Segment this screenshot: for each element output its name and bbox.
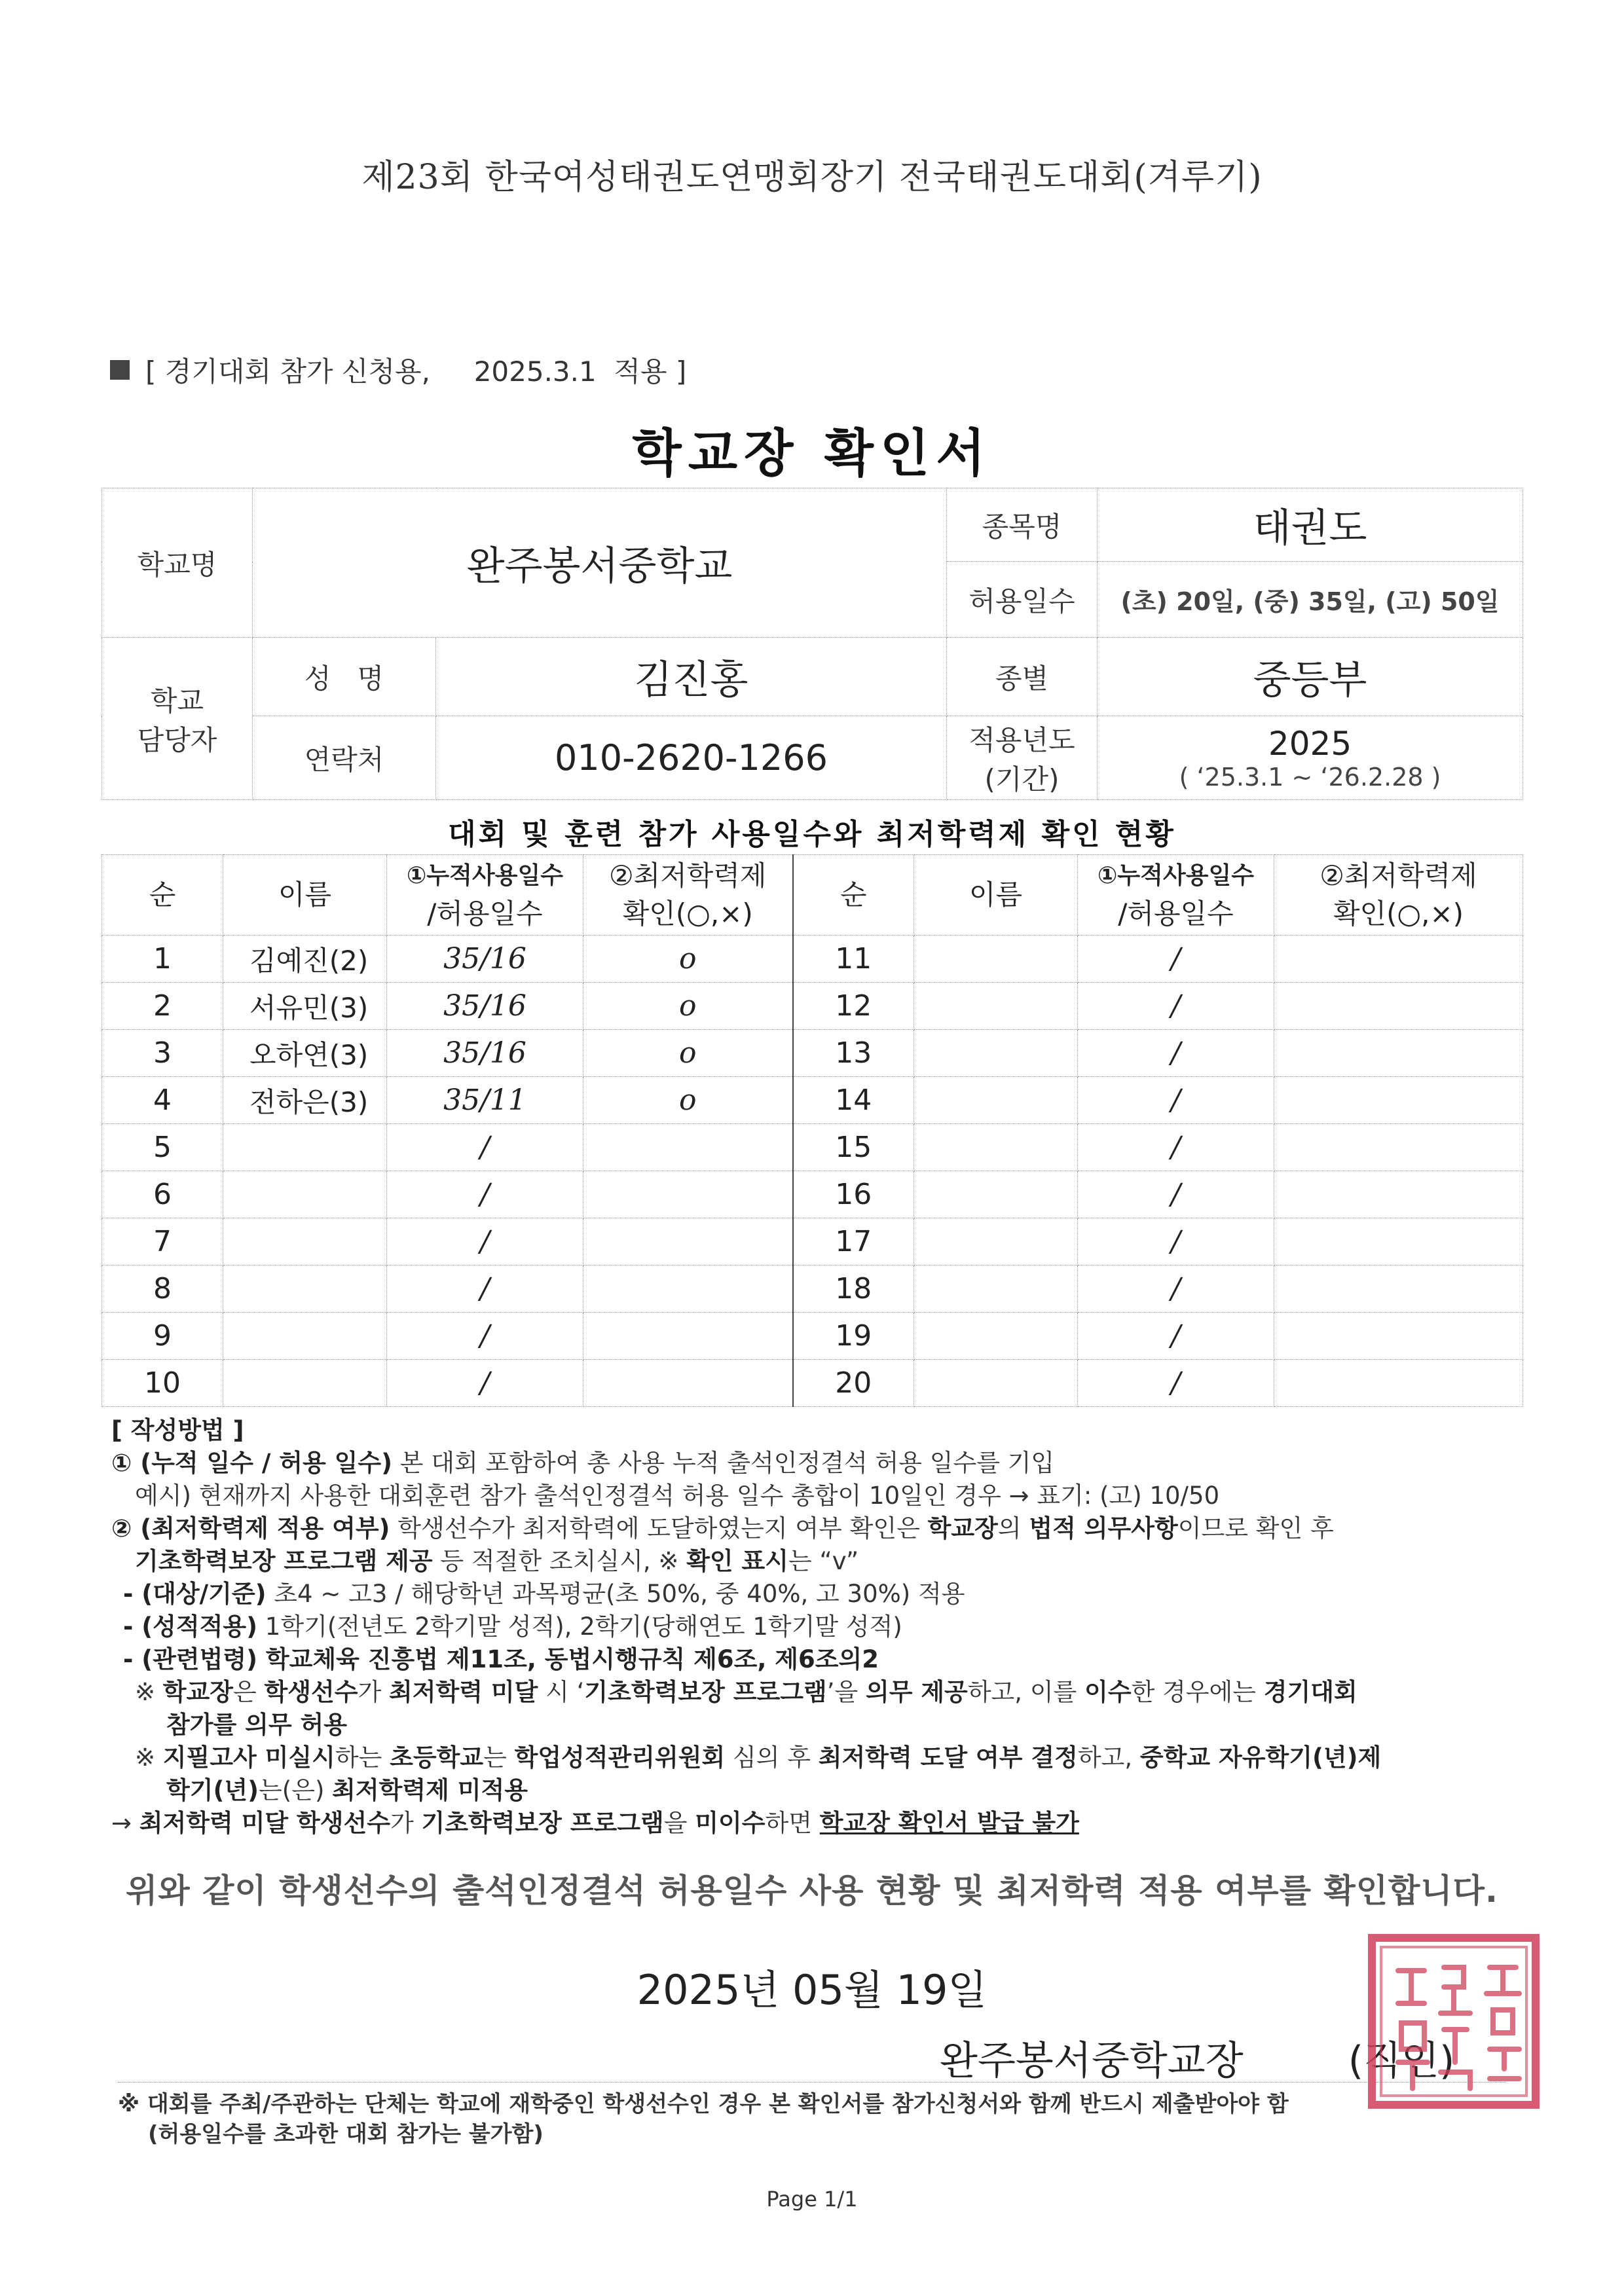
instruction-text: 은 <box>233 1678 265 1706</box>
school-label: 학교명 <box>102 488 253 638</box>
instruction-text: 이므로 확인 후 <box>1177 1514 1334 1542</box>
instruction-line-4 <box>111 1545 1526 1578</box>
instruction-text: 하고, <box>1077 1743 1140 1772</box>
roster-days: 35/11 <box>387 1077 583 1124</box>
allowed-days-value: (초) 20일, (중) 35일, (고) 50일 <box>1098 562 1523 638</box>
roster-check <box>1274 1218 1523 1266</box>
col-days-header-right <box>1078 855 1274 936</box>
form-tag <box>110 350 686 390</box>
roster-name <box>914 1171 1078 1218</box>
instruction-text: 는 “v” <box>788 1547 859 1575</box>
instruction-text: 가 <box>358 1678 389 1706</box>
instruction-line-9: 참가를 의무 허용 <box>166 1711 347 1739</box>
year-label-line1: 적용년도 <box>969 723 1075 756</box>
instruction-line-2: 예시) 현재까지 사용한 대회훈련 참가 출석인정결석 허용 일수 총합이 10일인 경우 → 표기: (고) 10/50 <box>135 1482 1220 1510</box>
roster-name <box>223 1313 387 1360</box>
roster-header-row <box>102 855 1523 936</box>
roster-days: / <box>387 1266 583 1313</box>
allowed-days-label: 허용일수 <box>947 562 1098 638</box>
instruction-text: 하면 <box>765 1809 820 1837</box>
roster-check <box>1274 983 1523 1030</box>
form-tag-text: [ 경기대회 참가 신청용, 2025.3.1 적용 ] <box>145 355 687 388</box>
school-info-table <box>101 488 1523 800</box>
instruction-text: 초4 ~ 고3 / 해당학년 과목평균(초 50%, 중 40%, 고 30%) 적용 <box>266 1580 965 1608</box>
roster-name: 서유민(3) <box>223 983 387 1030</box>
instruction-line-1 <box>111 1447 1526 1480</box>
instruction-term: - (대상/기준) <box>123 1580 267 1608</box>
roster-check <box>583 1360 793 1407</box>
roster-row <box>102 983 1523 1030</box>
instruction-term: 기초학력보장 프로그램 <box>584 1678 827 1706</box>
instruction-text: 등 적절한 조치실시, ※ <box>432 1547 687 1575</box>
instruction-line-5 <box>111 1578 1526 1611</box>
roster-no: 11 <box>793 936 914 983</box>
roster-no: 1 <box>102 936 223 983</box>
instruction-term: 경기대회 <box>1263 1678 1357 1706</box>
roster-check <box>1274 1077 1523 1124</box>
instruction-line-10 <box>111 1741 1526 1774</box>
roster-check <box>583 1124 793 1171</box>
roster-days: / <box>1078 936 1274 983</box>
seal-mark-label: (직인) <box>1348 2038 1455 2084</box>
roster-check: o <box>583 983 793 1030</box>
instruction-text: ※ <box>135 1678 163 1706</box>
roster-days: 35/16 <box>387 1030 583 1077</box>
roster-days: 35/16 <box>387 936 583 983</box>
instruction-text: ※ <box>135 1743 163 1772</box>
roster-days: / <box>387 1313 583 1360</box>
instruction-term: ① (누적 일수 / 허용 일수) <box>111 1449 393 1477</box>
col-check-header <box>583 855 793 936</box>
roster-days: / <box>1078 1171 1274 1218</box>
roster-check <box>1274 1313 1523 1360</box>
document-title: 학교장 확인서 <box>632 424 992 483</box>
instructions-heading: [ 작성방법 ] <box>111 1416 244 1444</box>
instruction-term: 학생선수 <box>264 1678 358 1706</box>
instruction-term: 학교장 <box>927 1514 998 1542</box>
roster-no: 9 <box>102 1313 223 1360</box>
roster-no: 13 <box>793 1030 914 1077</box>
col-name-header-right: 이름 <box>914 855 1078 936</box>
roster-days: / <box>1078 1266 1274 1313</box>
col-days-line1: ①누적사용일수 <box>406 862 564 889</box>
roster-check <box>1274 1360 1523 1407</box>
roster-row <box>102 1360 1523 1407</box>
roster-row <box>102 1313 1523 1360</box>
roster-no: 16 <box>793 1171 914 1218</box>
manager-name: 김진홍 <box>436 638 947 716</box>
roster-name <box>914 1218 1078 1266</box>
roster-row <box>102 1171 1523 1218</box>
instructions-block <box>111 1414 1526 1840</box>
roster-days: / <box>387 1124 583 1171</box>
roster-row <box>102 1218 1523 1266</box>
roster-name <box>914 1030 1078 1077</box>
roster-name <box>223 1171 387 1218</box>
roster-check <box>1274 1030 1523 1077</box>
year-value: 2025 <box>1268 724 1352 763</box>
roster-days: / <box>1078 1077 1274 1124</box>
instruction-term: 의무 제공 <box>865 1678 968 1706</box>
roster-no: 18 <box>793 1266 914 1313</box>
col-no-header: 순 <box>102 855 223 936</box>
roster-days: / <box>1078 1360 1274 1407</box>
instruction-term: 확인 표시 <box>686 1547 789 1575</box>
roster-name <box>223 1360 387 1407</box>
roster-no: 15 <box>793 1124 914 1171</box>
roster-no: 4 <box>102 1077 223 1124</box>
instruction-term: 학기(년) <box>166 1776 259 1804</box>
footnote-line-1: ※ 대회를 주최/주관하는 단체는 학교에 재학중인 학생선수인 경우 본 확인서를 참가신청서와 함께 반드시 제출받아야 함 <box>118 2091 1289 2117</box>
manager-label-line1: 학교 <box>150 684 204 717</box>
year-label <box>947 716 1098 800</box>
roster-days: 35/16 <box>387 983 583 1030</box>
roster-name: 김예진(2) <box>223 936 387 983</box>
roster-row <box>102 1266 1523 1313</box>
roster-row <box>102 936 1523 983</box>
division-label: 종별 <box>947 638 1098 716</box>
manager-label-line2: 담당자 <box>137 723 217 756</box>
instruction-term: ② (최저학력제 적용 여부) <box>111 1514 390 1542</box>
roster-name <box>914 936 1078 983</box>
roster-name <box>223 1124 387 1171</box>
event-label: 종목명 <box>947 488 1098 562</box>
col-days-header <box>387 855 583 936</box>
col-check-line1-right: ②최저학력제 <box>1320 860 1477 892</box>
col-name-header: 이름 <box>223 855 387 936</box>
period-value: ( ‘25.3.1 ~ ‘26.2.28 ) <box>1179 762 1441 792</box>
roster-days: / <box>1078 1218 1274 1266</box>
col-days-line2: /허용일수 <box>427 898 543 930</box>
roster-section-title: 대회 및 훈련 참가 사용일수와 최저학력제 확인 현황 <box>448 818 1176 851</box>
instruction-term: 학업성적관리위원회 <box>514 1743 726 1772</box>
instruction-line-3 <box>111 1512 1526 1545</box>
footnote <box>118 2082 1506 2149</box>
roster-days: / <box>387 1171 583 1218</box>
roster-name <box>914 983 1078 1030</box>
instruction-term: 기초학력보장 프로그램 <box>421 1809 664 1837</box>
instruction-line-7: - (관련법령) 학교체육 진흥법 제11조, 동법시행규칙 제6조, 제6조의2 <box>123 1645 879 1673</box>
roster-name: 오하연(3) <box>223 1030 387 1077</box>
instruction-line-12 <box>111 1807 1526 1840</box>
signature-date: 2025년 05월 19일 <box>637 1966 987 2014</box>
roster-no: 14 <box>793 1077 914 1124</box>
instruction-text: → <box>111 1809 139 1837</box>
instruction-text: 가 <box>390 1809 422 1837</box>
col-check-header-right <box>1274 855 1523 936</box>
instruction-term: 최저학력제 미적용 <box>332 1776 528 1804</box>
roster-name: 전하은(3) <box>223 1077 387 1124</box>
name-label: 성 명 <box>253 638 436 716</box>
roster-no: 7 <box>102 1218 223 1266</box>
roster-name <box>914 1077 1078 1124</box>
roster-days: / <box>1078 1313 1274 1360</box>
instruction-term: 중학교 자유학기(년)제 <box>1139 1743 1382 1772</box>
roster-days: / <box>387 1218 583 1266</box>
school-manager-label <box>102 638 253 800</box>
col-days-line2-right: /허용일수 <box>1118 898 1234 930</box>
instruction-text: 는(은) <box>259 1776 333 1804</box>
event-title: 제23회 한국여성태권도연맹회장기 전국태권도대회(겨루기) <box>361 158 1263 197</box>
roster-check <box>1274 1124 1523 1171</box>
roster-name <box>914 1313 1078 1360</box>
event-value: 태권도 <box>1098 488 1523 562</box>
instruction-term: 학교장 확인서 발급 불가 <box>819 1809 1079 1837</box>
roster-no: 17 <box>793 1218 914 1266</box>
roster-no: 20 <box>793 1360 914 1407</box>
instruction-text: 을 <box>663 1809 695 1837</box>
school-name: 완주봉서중학교 <box>253 488 947 638</box>
roster-name <box>914 1360 1078 1407</box>
principal-title: 완주봉서중학교장 <box>940 2038 1244 2084</box>
roster-name <box>223 1266 387 1313</box>
instruction-text: 학생선수가 최저학력에 도달하였는지 여부 확인은 <box>390 1514 928 1542</box>
confirmation-statement: 위와 같이 학생선수의 출석인정결석 허용일수 사용 현황 및 최저학력 적용 여부를 확인합니다. <box>126 1872 1498 1910</box>
instruction-text: 의 <box>997 1514 1029 1542</box>
roster-row <box>102 1030 1523 1077</box>
col-check-line2: 확인(○,×) <box>622 898 753 930</box>
instruction-term: 최저학력 미달 <box>389 1678 538 1706</box>
instruction-text: 한 경우에는 <box>1131 1678 1264 1706</box>
roster-check <box>1274 1171 1523 1218</box>
instruction-term: 최저학력 미달 학생선수 <box>139 1809 390 1837</box>
instruction-text: 본 대회 포함하여 총 사용 누적 출석인정결석 허용 일수를 기입 <box>392 1449 1055 1477</box>
roster-check: o <box>583 1077 793 1124</box>
roster-days: / <box>1078 1030 1274 1077</box>
instruction-line-11 <box>111 1774 1526 1807</box>
roster-table <box>101 854 1523 1407</box>
instruction-text: 심의 후 <box>725 1743 819 1772</box>
year-label-line2: (기간) <box>984 763 1060 795</box>
roster-name <box>914 1266 1078 1313</box>
contact-label: 연락처 <box>253 716 436 800</box>
instruction-term: 최저학력 도달 여부 결정 <box>818 1743 1078 1772</box>
roster-days: / <box>1078 983 1274 1030</box>
roster-no: 2 <box>102 983 223 1030</box>
square-bullet-icon <box>110 360 130 380</box>
roster-no: 19 <box>793 1313 914 1360</box>
roster-no: 10 <box>102 1360 223 1407</box>
instruction-text: 시 ‘ <box>538 1678 585 1706</box>
instruction-term: 이수 <box>1084 1678 1132 1706</box>
roster-no: 8 <box>102 1266 223 1313</box>
roster-no: 6 <box>102 1171 223 1218</box>
year-cell <box>1098 716 1523 800</box>
roster-check <box>583 1266 793 1313</box>
roster-no: 12 <box>793 983 914 1030</box>
instruction-text: 1학기(전년도 2학기말 성적), 2학기(당해연도 1학기말 성적) <box>257 1613 902 1641</box>
col-check-line1: ②최저학력제 <box>608 860 767 892</box>
instruction-line-6 <box>111 1611 1526 1643</box>
roster-row <box>102 1077 1523 1124</box>
instruction-text: ’을 <box>826 1678 866 1706</box>
instruction-term: 지필고사 미실시 <box>162 1743 335 1772</box>
instruction-term: 미이수 <box>695 1809 766 1837</box>
instruction-term: 법적 의무사항 <box>1029 1514 1178 1542</box>
roster-no: 3 <box>102 1030 223 1077</box>
roster-check <box>583 1171 793 1218</box>
roster-check <box>1274 1266 1523 1313</box>
contact-value: 010-2620-1266 <box>436 716 947 800</box>
instruction-text: 하는 <box>335 1743 390 1772</box>
roster-row <box>102 1124 1523 1171</box>
roster-check <box>1274 936 1523 983</box>
roster-check <box>583 1218 793 1266</box>
instruction-text: 하고, 이를 <box>967 1678 1085 1706</box>
roster-name <box>914 1124 1078 1171</box>
instruction-term: 초등학교 <box>390 1743 484 1772</box>
roster-no: 5 <box>102 1124 223 1171</box>
instruction-term: 기초학력보장 프로그램 제공 <box>135 1547 433 1575</box>
col-no-header-right: 순 <box>793 855 914 936</box>
instruction-term: - (성적적용) <box>123 1613 258 1641</box>
col-days-line1-right: ①누적사용일수 <box>1097 862 1255 889</box>
division-value: 중등부 <box>1098 638 1523 716</box>
roster-check: o <box>583 936 793 983</box>
instruction-line-8 <box>111 1676 1526 1709</box>
roster-days: / <box>387 1360 583 1407</box>
roster-days: / <box>1078 1124 1274 1171</box>
page-number: Page 1/1 <box>766 2187 858 2212</box>
roster-name <box>223 1218 387 1266</box>
instruction-term: 학교장 <box>162 1678 233 1706</box>
col-check-line2-right: 확인(○,×) <box>1333 898 1464 930</box>
footnote-line-2: (허용일수를 초과한 대회 참가는 불가함) <box>148 2121 544 2147</box>
instruction-text: 는 <box>483 1743 515 1772</box>
roster-check: o <box>583 1030 793 1077</box>
roster-check <box>583 1313 793 1360</box>
